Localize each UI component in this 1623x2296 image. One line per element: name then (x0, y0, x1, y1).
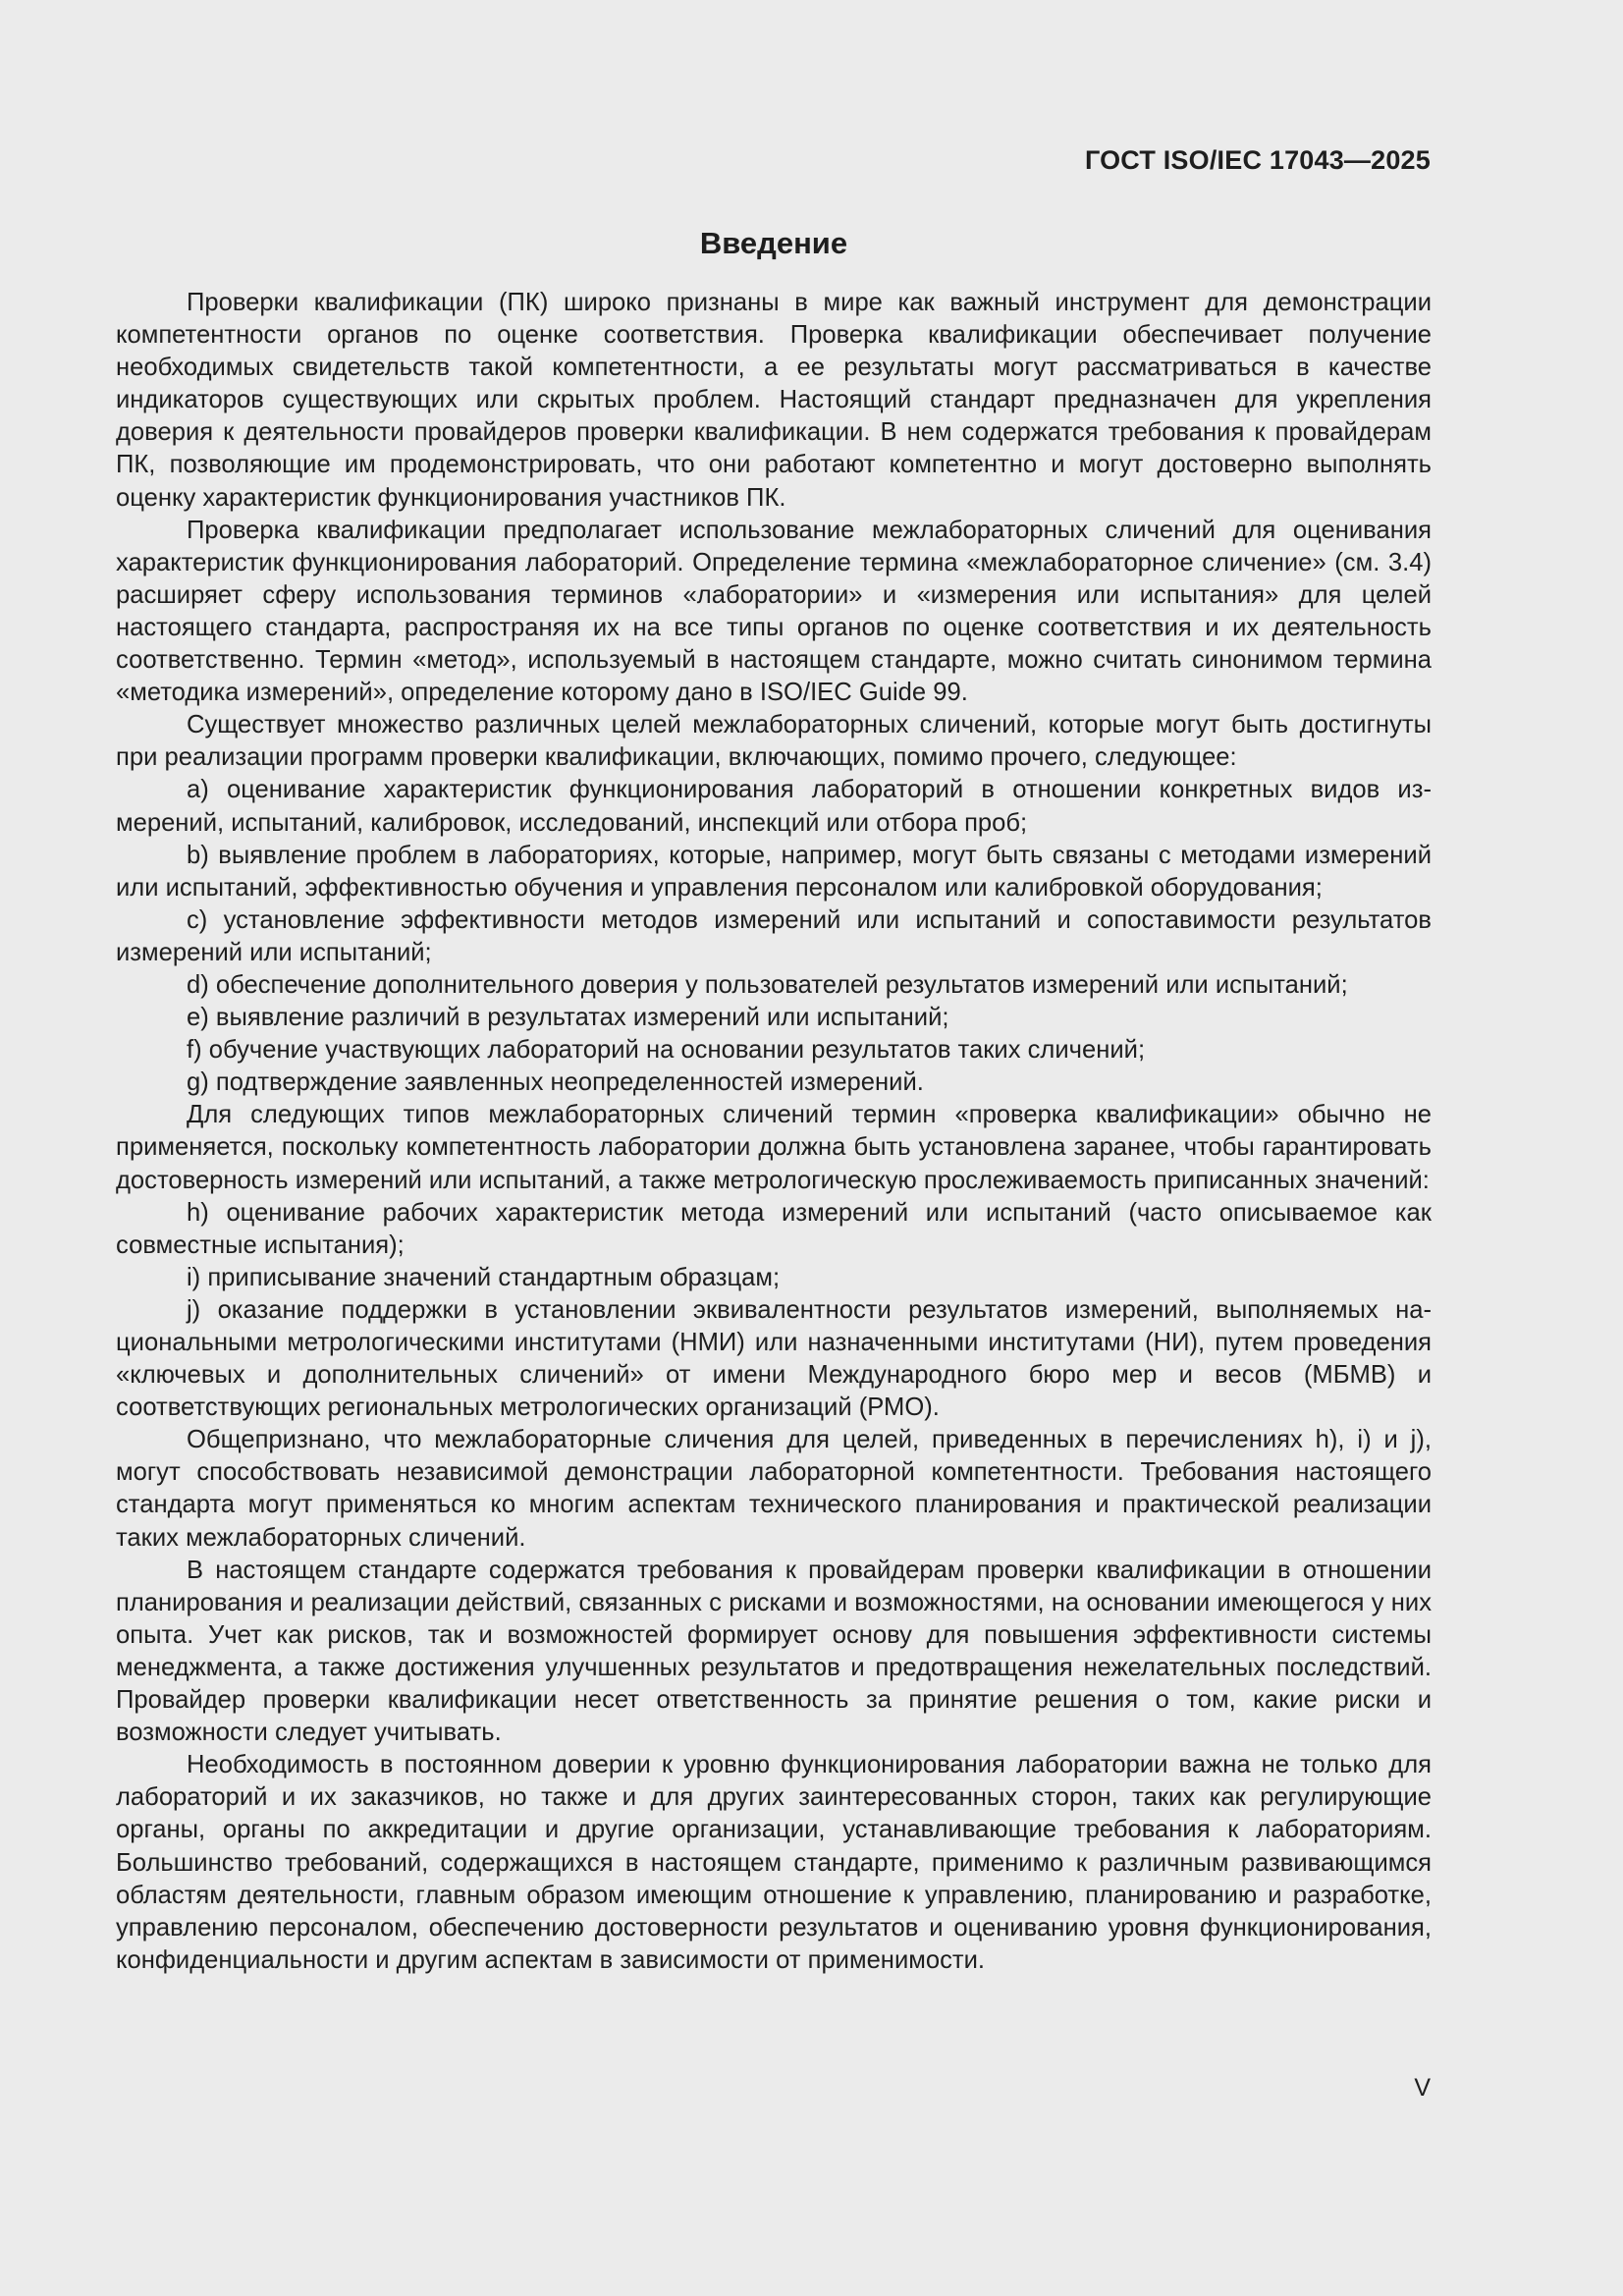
list-item-h: h) оценивание рабочих характеристик метода измерений или испытаний (часто описываемое как совместные испытания); (116, 1198, 1432, 1259)
paragraph-intro-6: В настоящем стандарте содержатся требования к провайдерам проверки квалификации в отношении планирования и реализации действий, связанных с рисками и возможностями, на основании имеющегося у них опыта. Учет как рисков, так и возможностей формирует основу для повышения эффективности системы менеджмента, а также достижения улучшенных результатов и предотвращения нежелательных последствий. Провайдер проверки квалификации несет ответственность за принятие решения о том, какие риски и возможности следует учитывать. (116, 1556, 1432, 1747)
list-item-c: c) установление эффективности методов измерений или испытаний и сопоставимости результатов измерений или испытаний; (116, 905, 1432, 966)
paragraph-intro-5: Общепризнано, что межлабораторные сличения для целей, приведенных в перечислениях h), i) и j), могут способствовать независимой демонстрации лабораторной компетентности. Требования настоящего стандарта могут применяться ко многим аспектам технического планирования и практической реализации таких межлабораторных сличений. (116, 1426, 1432, 1552)
paragraph-intro-3: Существует множество различных целей межлабораторных сличений, которые могут быть достигнуты при реализации программ проверки квалификации, включающих, помимо прочего, следующее: (116, 711, 1432, 772)
list-item-b: b) выявление проблем в лабораториях, которые, например, могут быть связаны с методами измерений или испытаний, эффективностью обучения и управления персоналом или калибровкой оборудования; (116, 841, 1432, 902)
paragraph-intro-7: Необходимость в постоянном доверии к уровню функционирования лаборатории важна не только для лабораторий и их заказчиков, но также и для других заинтересованных сторон, таких как регулирующие органы, органы по аккредитации и другие организации, устанавливающие требования к лабораториям. Большинство требований, содержащихся в настоящем стандарте, применимо к различным развивающимся областям деятельности, главным образом имеющим отношение к управлению, планированию и разработке, управлению персоналом, обеспечению достоверности результатов и оцениванию уровня функционирования, конфиденциальности и другим аспектам в зависимости от применимости. (116, 1751, 1432, 1974)
list-item-j: j) оказание поддержки в установлении эквивалентности результатов измерений, выполняемых национальными метрологическими институтами (НМИ) или назначенными институтами (НИ), путем проведения «ключевых и дополнительных сличений» от имени Международного бюро мер и весов (МБМВ) и соответствующих региональных метрологических организаций (РМО). (116, 1295, 1432, 1422)
standard-code-header: ГОСТ ISO/IEC 17043—2025 (1084, 145, 1431, 175)
page-number: V (1414, 2074, 1431, 2102)
list-item-i: i) приписывание значений стандартным образцам; (187, 1263, 781, 1291)
paragraph-intro-4: Для следующих типов межлабораторных сличений термин «проверка квалификации» обычно не применяется, поскольку компетентность лаборатории должна быть установлена заранее, чтобы гарантировать достоверность измерений или испытаний, а также метрологическую прослеживаемость приписанных значений: (116, 1101, 1432, 1194)
section-title: Введение (699, 226, 848, 260)
paragraph-intro-2: Проверка квалификации предполагает использование межлабораторных сличений для оценивания характеристик функционирования лабораторий. Определение термина «межлабораторное сличение» (см. 3.4) расширяет сферу использования терминов «лаборатории» и «измерения или испытания» для целей настоящего стандарта, распространяя их на все типы органов по оценке соответствия и их деятельность соответственно. Термин «метод», используемый в настоящем стандарте, можно считать синонимом термина «методика измерений», определение которому дано в ISO/IEC Guide 99. (116, 516, 1432, 707)
list-item-f: f) обучение участвующих лабораторий на основании результатов таких сличений; (187, 1036, 1146, 1065)
body-text (116, 287, 1432, 1977)
list-item-g: g) подтверждение заявленных неопределенностей измерений. (187, 1068, 924, 1097)
list-item-a: a) оценивание характеристик функционирования лабораторий в отношении конкретных видов измерений, испытаний, калибровок, исследований, инспекций или отбора проб; (116, 776, 1432, 837)
list-item-d: d) обеспечение дополнительного доверия у пользователей результатов измерений или испытаний; (187, 970, 1348, 999)
list-item-e: e) выявление различий в результатах измерений или испытаний; (187, 1004, 949, 1032)
paragraph-intro-1: Проверки квалификации (ПК) широко признаны в мире как важный инструмент для демонстрации компетентности органов по оценке соответствия. Проверка квалификации обеспечивает получение необходимых свидетельств такой компетентности, а ее результаты могут рассматриваться в качестве индикаторов существующих или скрытых проблем. Настоящий стандарт предназначен для укрепления доверия к деятельности провайдеров проверки квалификации. В нем содержатся требования к провайдерам ПК, позволяющие им продемонстрировать, что они работают компетентно и могут достоверно выполнять оценку характеристик функционирования участников ПК. (116, 289, 1432, 512)
